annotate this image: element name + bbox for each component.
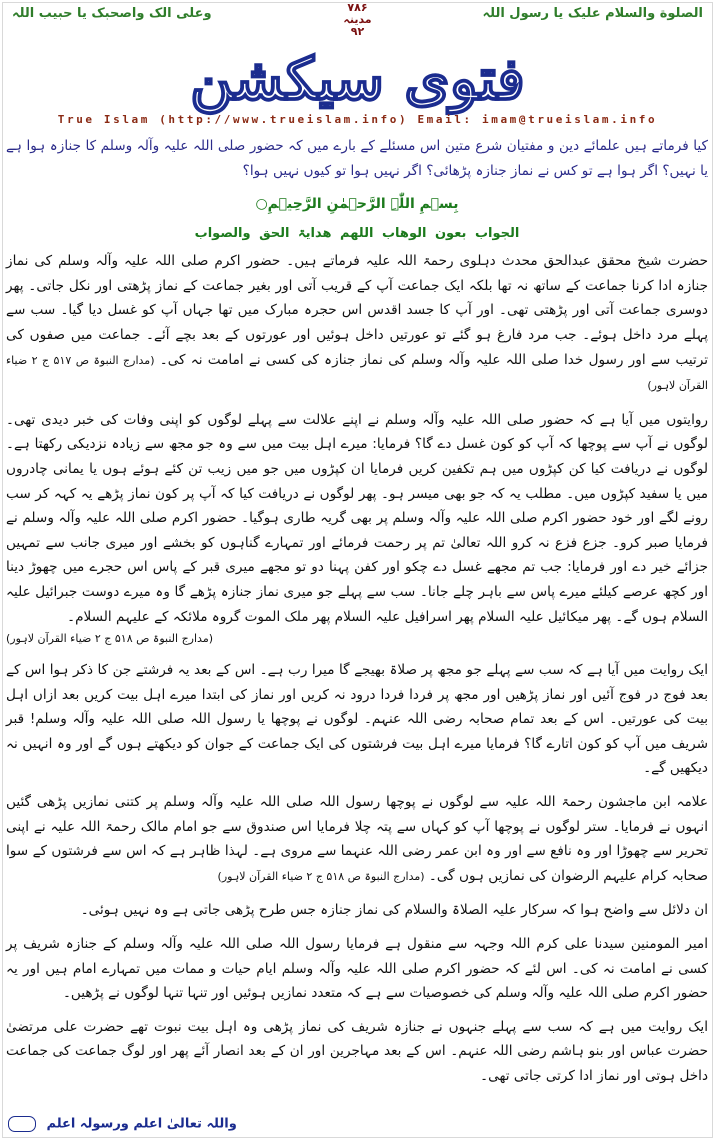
reference: (مدارج النبوۃ ص ۵۱۸ ج ۲ ضیاء القرآن لاہور) xyxy=(6,632,213,646)
paragraph-text: ایک روایت میں آیا ہے کہ سب سے پہلے جو مجھ پر صلاۃ بھیجے گا میرا رب ہے۔ اس کے بعد یہ فرشتے جن کا ذکر ہوا اس کے بعد فوج در فوج آئیں اور نماز پڑھیں اور مجھ پر فردا فردا درود نہ کریں اور نماز کی ابتدا میرے اہل بیت کریں بعد ازاں اہل بیت کی عورتیں۔ اس کے بعد تمام صحابہ رضی اللہ عنہم۔ لوگوں نے پوچھا یا رسول اللہ صلی اللہ علیہ وآلہ وسلم! قبر شریف میں آپ کو کون اتارے گا؟ فرمایا میرے اہل بیت فرشتوں کی ایک جماعت کے جوان کو دیکھتے ہوں گے اور وہ انہیں نہ دیکھیں گے۔ xyxy=(6,662,708,777)
answer-paragraph xyxy=(6,932,708,1006)
paragraph-text: حضرت شیخ محقق عبدالحق محدث دہلوی رحمۃ اللہ علیہ فرماتے ہیں۔ حضور اکرم صلی اللہ علیہ وآلہ وسلم کی نماز جنازہ ادا کرنا جماعت کے ساتھ نہ تھا بلکہ ایک جماعت آپ کے قریب آتی اور بغیر جماعت کے نماز پڑھتی اور نکل جاتی۔ پھر دوسری جماعت آتی اور پڑھتی تھی۔ اور آپ کا جسد اقدس اس حجرہ مبارک میں تھا جہاں آپ کو غسل دیا گیا۔ سب سے پہلے مرد داخل ہوئے۔ جب مرد فارغ ہو گئے تو عورتیں داخل ہوئیں اور عورتوں کے بعد بچے آئے۔ جماعت میں صفوں کی ترتیب سے اور رسول خدا صلی اللہ علیہ وآلہ وسلم کی نماز جنازہ کی کسی نے امامت نہ کی۔ xyxy=(6,253,708,368)
answer-paragraph xyxy=(6,408,708,629)
number-bottom: ۹۲ xyxy=(350,25,365,38)
seal-icon xyxy=(8,1116,36,1132)
closing-text: واللہ تعالیٰ اعلم ورسولہ اعلم xyxy=(46,1116,237,1132)
answer-paragraph xyxy=(6,658,708,781)
answer-paragraph xyxy=(6,249,708,399)
answer-paragraph xyxy=(6,790,708,889)
paragraph-text: روایتوں میں آیا ہے کہ حضور صلی اللہ علیہ وآلہ وسلم نے اپنے علالت سے پہلے لوگوں کو اپنی وفات کی خبر دیدی تھی۔ لوگوں نے آپ سے پوچھا کہ آپ کو کون غسل دے گا؟ فرمایا: میرے اہل بیت میں سے وہ جو مجھ سے زیادہ نزدیکی رکھتا ہے۔ لوگوں نے دریافت کیا کن کپڑوں میں ہم تکفین کریں فرمایا ان کپڑوں میں جو میں زیب تن کئے ہوئے ہوں یا یمانی چادروں میں یا سفید کپڑوں میں۔ مطلب یہ کہ جو بھی میسر ہو۔ پھر لوگوں نے دریافت کیا کہ آپ پر کون نماز پڑھے یہ کہہ کر سب رونے لگے اور خود حضور اکرم صلی اللہ علیہ وآلہ وسلم پر بھی گریہ طاری ہوگیا۔ حضور اکرم صلی اللہ علیہ وآلہ وسلم نے فرمایا صبر کرو۔ جزع فزع نہ کرو اللہ تعالیٰ تم پر رحمت فرمائے اور تمہارے گناہوں کو بخشے اور میری جانب سے تمہیں جزائے خیر دے اور فرمایا: جب تم مجھے غسل دے چکو اور کفن پہنا دو تو مجھے میری قبر کے پاس اس حجرے میں چھوڑ دینا اور کچھ عرصے کیلئے میرے پاس سے باہر چلے جانا۔ سب سے پہلے جو میری نماز جنازہ پڑھے گا وہ میرے دوست جبرائیل علیہ السلام ہوں گے۔ پھر میکائیل علیہ السلام پھر اسرافیل علیہ السلام پھر ملک الموت گروہ ملائکہ کے علیہم السلام۔ xyxy=(6,411,708,625)
reference: (مدارج النبوۃ ص ۵۱۸ ج ۲ ضیاء القرآن لاہور) xyxy=(217,869,425,883)
number-mid: مدینہ xyxy=(343,13,372,26)
page-title: فتوی سیکشن xyxy=(190,45,525,113)
fatwa-content xyxy=(6,134,708,1089)
answer-paragraph xyxy=(6,898,708,923)
salutation-left: وعلی الک واصحبک یا حبیب اللہ xyxy=(12,6,212,21)
paragraph-text: ایک روایت میں ہے کہ سب سے پہلے جنہوں نے جنازہ شریف کی نماز پڑھی وہ اہل بیت نبوت تھے حضرت علی مرتضیٰ حضرت عباس اور بنو ہاشم رضی اللہ عنہم۔ اس کے بعد مہاجرین اور ان کے بعد انصار آئے پھر اور لوگ جماعت کی جماعت داخل ہوتی اور نماز ادا کرتی جاتی تھی۔ xyxy=(6,1018,708,1084)
paragraph-text: علامہ ابن ماجشون رحمۃ اللہ علیہ سے لوگوں نے پوچھا رسول اللہ صلی اللہ علیہ وآلہ وسلم پر کتنی نمازیں پڑھی گئیں انہوں نے فرمایا۔ ستر لوگوں نے پوچھا آپ کو کہاں سے پتہ چلا فرمایا اس صندوق سے جو امام مالک رحمۃ اللہ علیہ نے اپنی تحریر سے چھوڑا اور وہ نافع سے اور وہ ابن عمر رضی اللہ عنہما سے مروی ہے۔ لہذا ظاہر ہے کہ اس سے فرشتوں کے سوا صحابہ کرام علیہم الرضوان کی نمازیں ہوں گی۔ xyxy=(6,794,708,884)
number-top: ۷۸۶ xyxy=(347,1,368,14)
answer-paragraph xyxy=(6,1015,708,1089)
salutation-right: الصلوة والسلام علیک یا رسول اللہ xyxy=(482,6,703,21)
paragraph-text: ان دلائل سے واضح ہوا کہ سرکار علیہ الصلاۃ والسلام کی نماز جنازہ جس طرح پڑھی جاتی ہے وہ نہیں ہوئی۔ xyxy=(80,902,708,919)
bismillah: بِسۡمِ اللّٰہِ الرَّحۡمٰنِ الرَّحِیۡمِ○ xyxy=(255,196,459,213)
contact-line: True Islam (http://www.trueislam.info) Email: imam@trueislam.info xyxy=(57,113,658,126)
closing-line xyxy=(8,1116,237,1132)
answer-heading: الجواب بعون الوھاب اللھم ھدایۃ الحق والصواب xyxy=(194,226,520,242)
paragraph-text: امیر المومنین سیدنا علی کرم اللہ وجہہ سے منقول ہے فرمایا رسول اللہ صلی اللہ علیہ وآلہ وسلم کے جنازہ شریف پر کسی نے امامت نہ کی۔ اس لئے کہ حضور اکرم صلی اللہ علیہ وآلہ وسلم ایام حیات و ممات میں تمہارے امام ہیں اور یہ حضور اکرم صلی اللہ علیہ وآلہ وسلم کی خصوصیات سے ہے کہ متعدد نمازیں ہوئیں اور تنہا تنہا لوگوں نے پڑھیں۔ xyxy=(6,936,708,1002)
question-text: کیا فرماتے ہیں علمائے دین و مفتیان شرع متین اس مسئلے کے بارے میں کہ حضور صلی اللہ علیہ وآلہ وسلم کا جنازہ ہوا ہے یا نہیں؟ اگر ہوا ہے تو کس نے نماز جنازہ پڑھائی؟ اگر نہیں ہوا تو کیوں نہیں ہوا؟ xyxy=(6,138,708,179)
header-number xyxy=(343,2,371,38)
reference: (مدارج النبوۃ ص ۵۱۷ ج ۲ ضیاء القرآن لاہور) xyxy=(6,353,708,393)
